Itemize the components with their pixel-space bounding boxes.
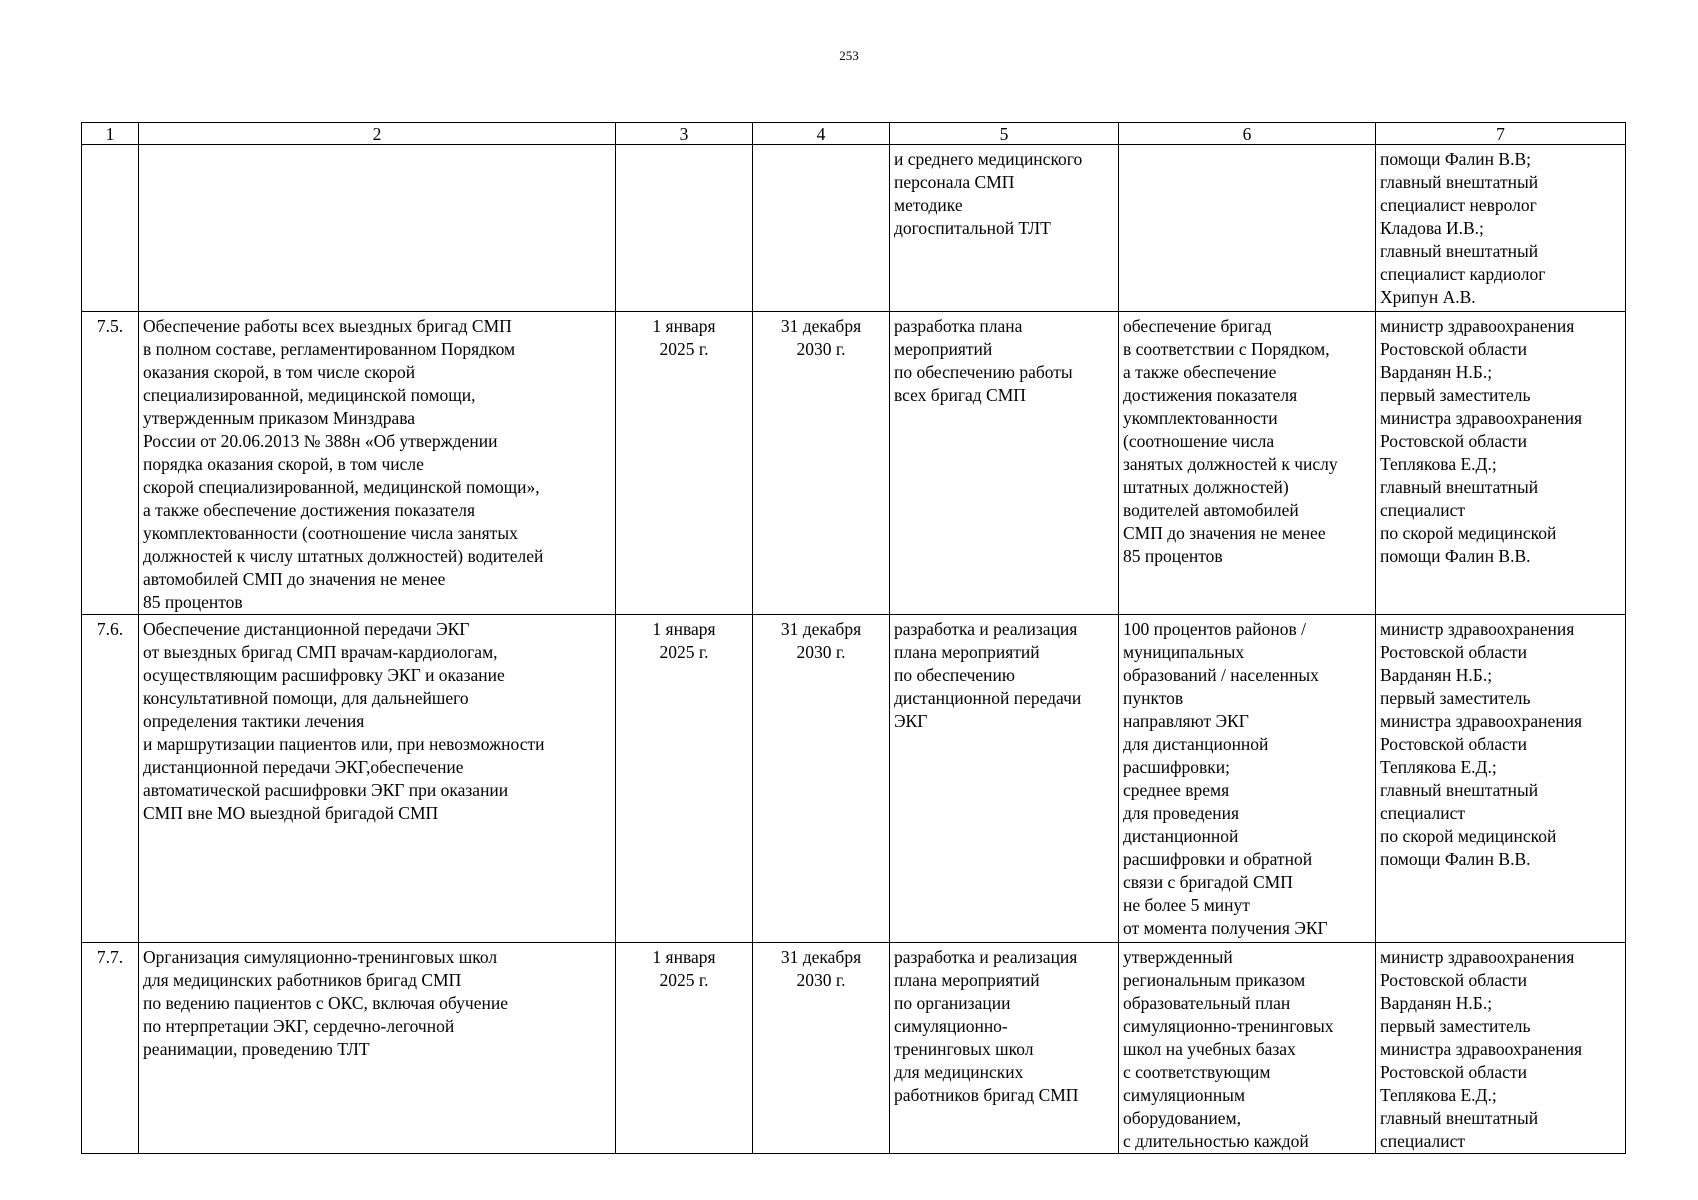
item-number: 7.7.	[82, 943, 139, 1154]
responsible-persons: министр здравоохранения Ростовской области Варданян Н.Б.; первый заместитель министра здравоохранения Ростовской области Теплякова Е.Д.; главный внештатный специалист по скорой медицинской помощи Фалин В.В.	[1376, 312, 1626, 615]
expected-result: утвержденный региональным приказом образовательный план симуляционно-тренинговых школ на учебных базах с соответствующим симуляционным оборудованием, с длительностью каждой	[1119, 943, 1376, 1154]
item-number	[82, 145, 139, 312]
column-header: 6	[1119, 123, 1376, 145]
planned-action: и среднего медицинского персонала СМП методике догоспитальной ТЛТ	[890, 145, 1119, 312]
measure-description	[139, 145, 616, 312]
table-row	[82, 943, 1626, 1154]
item-number: 7.5.	[82, 312, 139, 615]
table-row	[82, 312, 1626, 615]
column-header: 1	[82, 123, 139, 145]
measure-description: Организация симуляционно-тренинговых школ для медицинских работников бригад СМП по ведению пациентов с ОКС, включая обучение по нтерпретации ЭКГ, сердечно-легочной реанимации, проведению ТЛТ	[139, 943, 616, 1154]
page-number: 253	[839, 48, 859, 63]
measure-description: Обеспечение работы всех выездных бригад СМП в полном составе, регламентированном Порядком оказания скорой, в том числе скорой специализированной, медицинской помощи, утвержденным приказом Минздрава России от 20.06.2013 № 388н «Об утверждении порядка оказания скорой, в том числе скорой специализированной, медицинской помощи», а также обеспечение достижения показателя укомплектованности (соотношение числа занятых должностей к числу штатных должностей) водителей автомобилей СМП до значения не менее 85 процентов	[139, 312, 616, 615]
end-date: 31 декабря 2030 г.	[753, 943, 890, 1154]
table-row-continuation	[82, 145, 1626, 312]
planned-action: разработка и реализация плана мероприятий по обеспечению дистанционной передачи ЭКГ	[890, 615, 1119, 943]
column-number-row	[82, 123, 1626, 145]
start-date: 1 января 2025 г.	[616, 312, 753, 615]
start-date: 1 января 2025 г.	[616, 943, 753, 1154]
column-header: 2	[139, 123, 616, 145]
item-number: 7.6.	[82, 615, 139, 943]
end-date: 31 декабря 2030 г.	[753, 615, 890, 943]
planned-action: разработка и реализация плана мероприятий по организации симуляционно- тренинговых школ для медицинских работников бригад СМП	[890, 943, 1119, 1154]
column-header: 7	[1376, 123, 1626, 145]
column-header: 5	[890, 123, 1119, 145]
measures-table	[81, 122, 1626, 1154]
table-row	[82, 615, 1626, 943]
responsible-persons: министр здравоохранения Ростовской области Варданян Н.Б.; первый заместитель министра здравоохранения Ростовской области Теплякова Е.Д.; главный внештатный специалист	[1376, 943, 1626, 1154]
measure-description: Обеспечение дистанционной передачи ЭКГ от выездных бригад СМП врачам-кардиологам, осуществляющим расшифровку ЭКГ и оказание консультативной помощи, для дальнейшего определения тактики лечения и маршрутизации пациентов или, при невозможности дистанционной передачи ЭКГ,обеспечение автоматической расшифровки ЭКГ при оказании СМП вне МО выездной бригадой СМП	[139, 615, 616, 943]
expected-result	[1119, 145, 1376, 312]
column-header: 4	[753, 123, 890, 145]
start-date	[616, 145, 753, 312]
responsible-persons: министр здравоохранения Ростовской области Варданян Н.Б.; первый заместитель министра здравоохранения Ростовской области Теплякова Е.Д.; главный внештатный специалист по скорой медицинской помощи Фалин В.В.	[1376, 615, 1626, 943]
end-date: 31 декабря 2030 г.	[753, 312, 890, 615]
start-date: 1 января 2025 г.	[616, 615, 753, 943]
expected-result: 100 процентов районов / муниципальных образований / населенных пунктов направляют ЭКГ для дистанционной расшифровки; среднее время для проведения дистанционной расшифровки и обратной связи с бригадой СМП не более 5 минут от момента получения ЭКГ	[1119, 615, 1376, 943]
planned-action: разработка плана мероприятий по обеспечению работы всех бригад СМП	[890, 312, 1119, 615]
responsible-persons: помощи Фалин В.В; главный внештатный специалист невролог Кладова И.В.; главный внештатный специалист кардиолог Хрипун А.В.	[1376, 145, 1626, 312]
expected-result: обеспечение бригад в соответствии с Порядком, а также обеспечение достижения показателя укомплектованности (соотношение числа занятых должностей к числу штатных должностей) водителей автомобилей СМП до значения не менее 85 процентов	[1119, 312, 1376, 615]
end-date	[753, 145, 890, 312]
column-header: 3	[616, 123, 753, 145]
